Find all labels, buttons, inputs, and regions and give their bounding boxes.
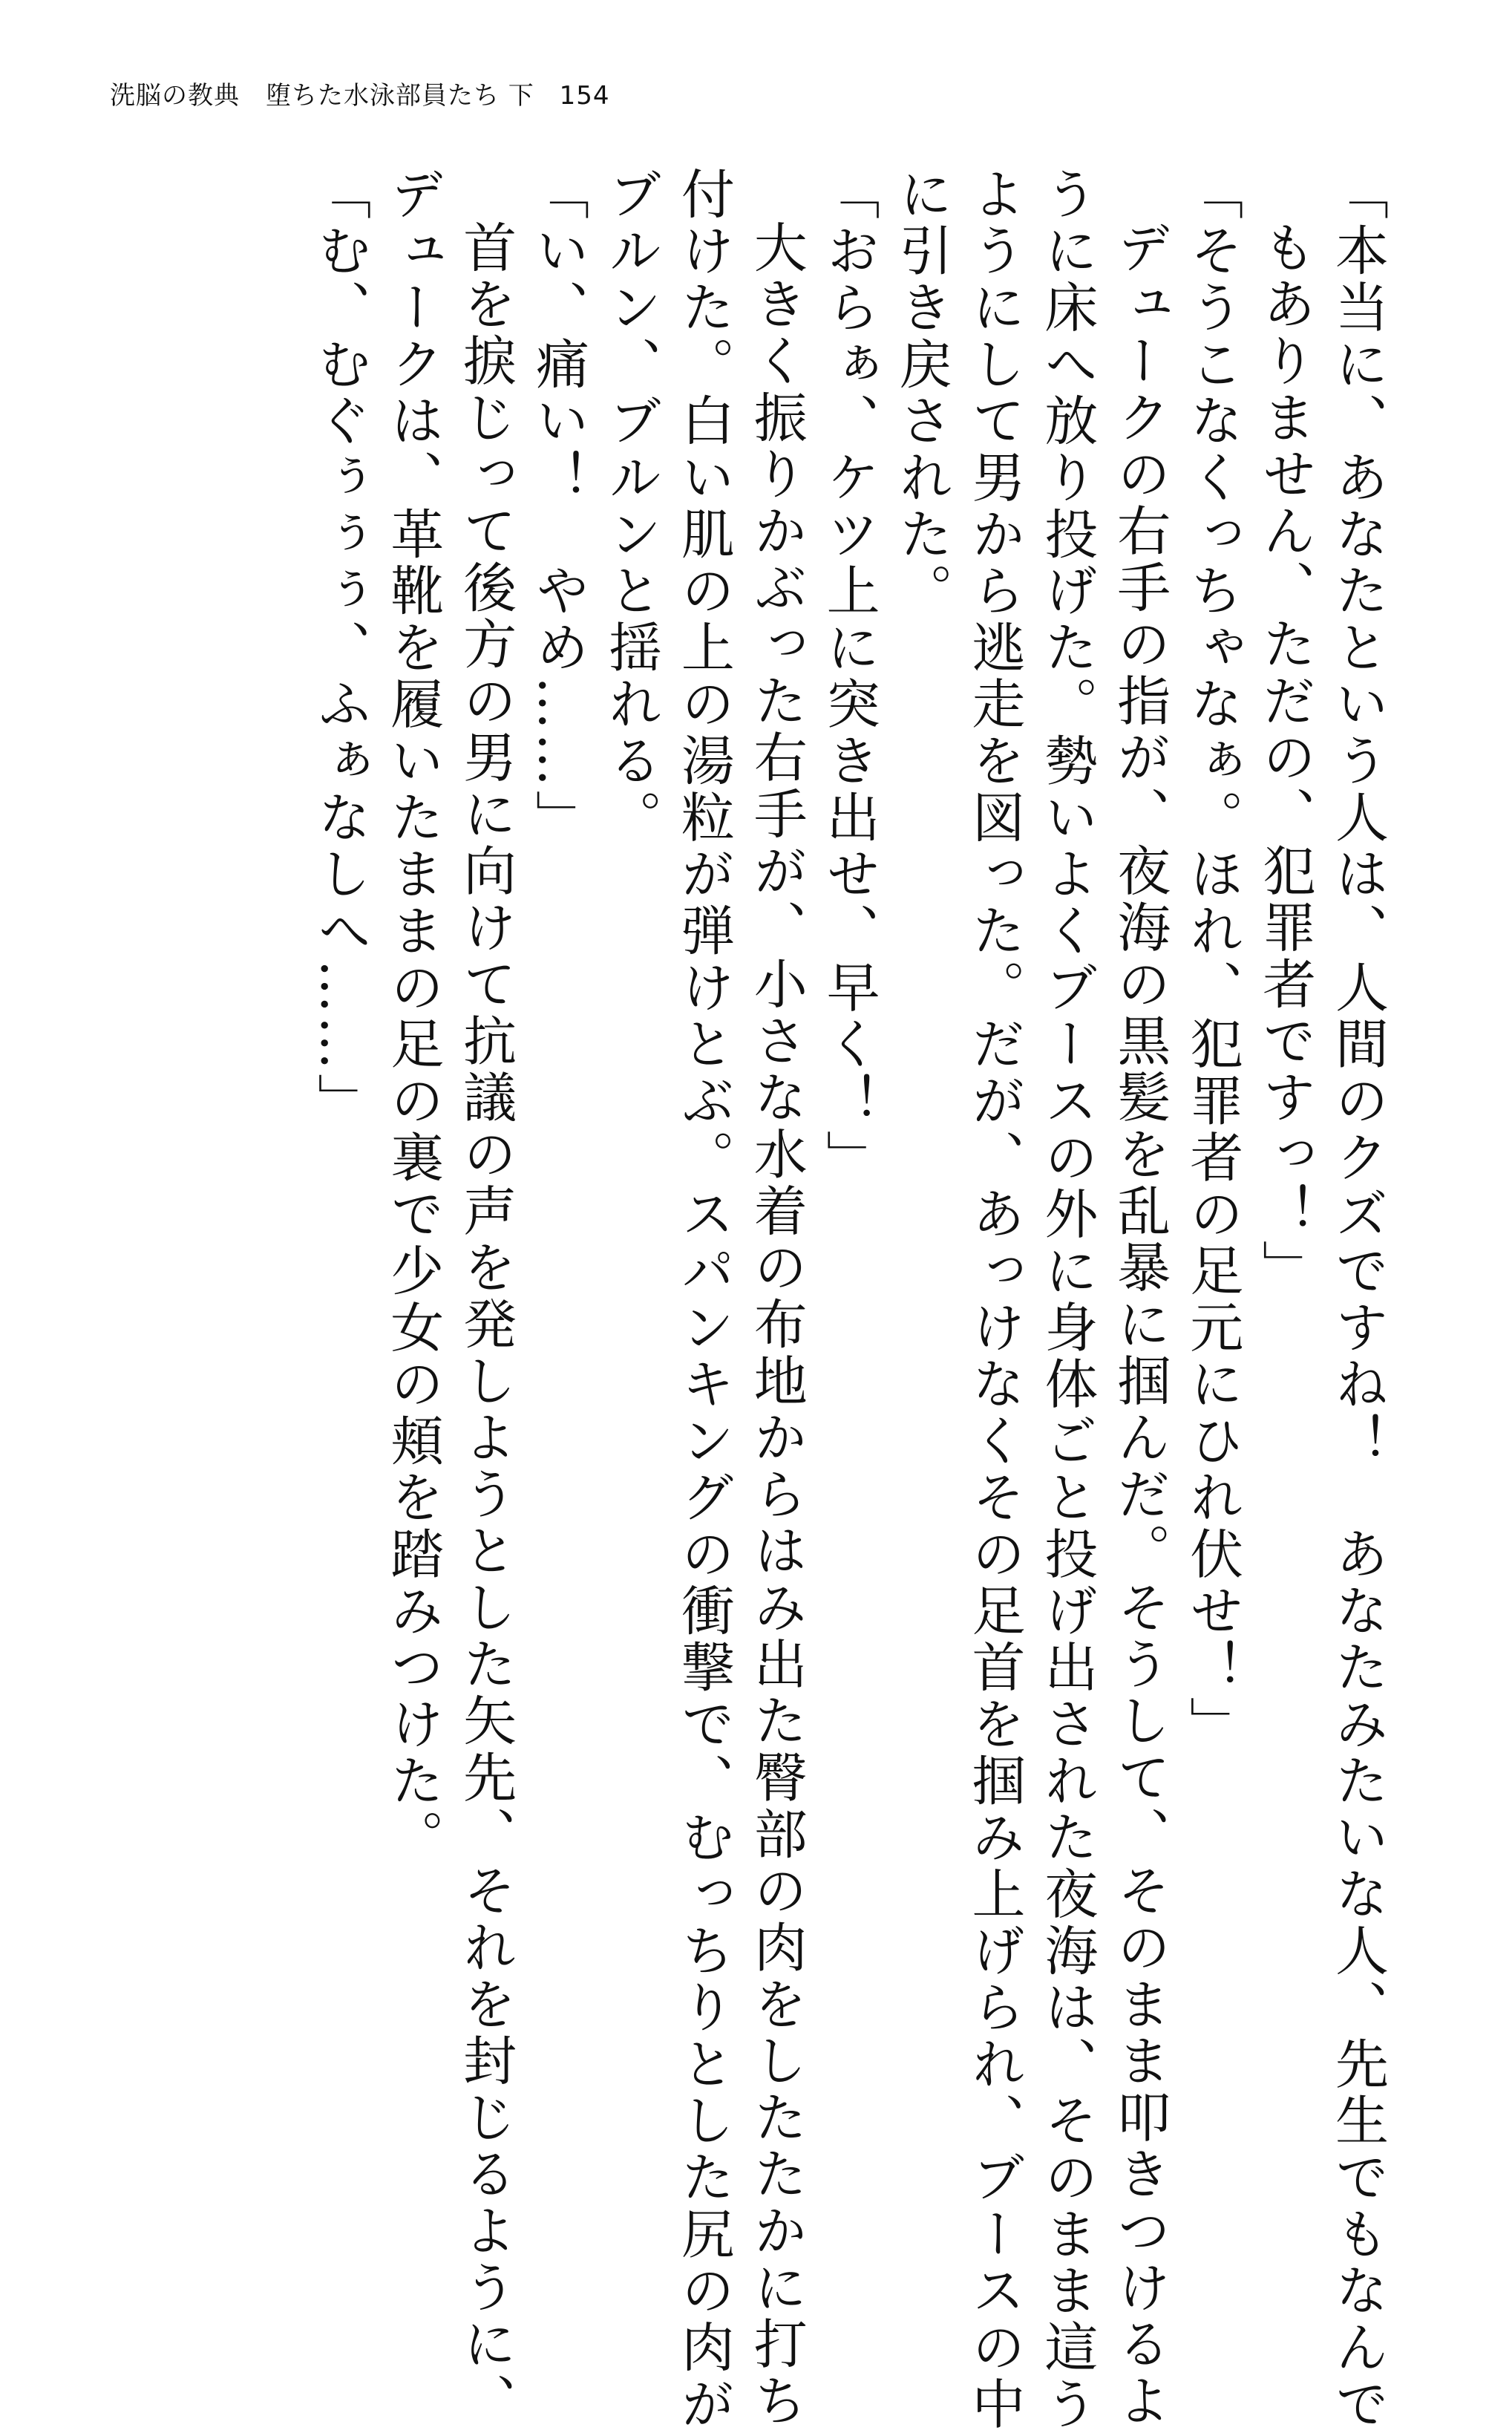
text-line: 「本当に、あなたという人は、人間のクズですね！ あなたみたいな人、先生でもなんで: [1326, 166, 1389, 2433]
text-line: 「おらぁ、ケツ上に突き出せ、早く！」: [817, 166, 880, 1186]
text-line: デュークは、革靴を履いたままの足の裏で少女の頬を踏みつけた。: [382, 166, 445, 1867]
body-text: [303, 166, 1393, 2433]
text-line: デュークの右手の指が、夜海の黒髪を乱暴に掴んだ。そうして、そのまま叩きつけるよ: [1108, 220, 1171, 2430]
text-line: 「そうこなくっちゃなぁ。ほれ、犯罪者の足元にひれ伏せ！」: [1181, 166, 1244, 1753]
text-line: 首を捩じって後方の男に向けて抗議の声を発しようとした矢先、それを封じるように、: [454, 220, 517, 2430]
text-line: 大きく振りかぶった右手が、小さな水着の布地からはみ出た臀部の肉をしたたかに打ち: [744, 220, 808, 2430]
text-line: ブルン、ブルンと揺れる。: [599, 166, 662, 846]
text-line: ようにして男から逃走を図った。だが、あっけなくその足首を掴み上げられ、ブースの中: [963, 166, 1026, 2433]
text-line: もありません、ただの、犯罪者ですっ！」: [1254, 220, 1317, 1297]
page-number: 154: [559, 81, 610, 111]
text-line: 「い、痛い！ やめ……」: [527, 166, 590, 846]
book-title: 洗脳の教典 堕ちた水泳部員たち 下: [110, 81, 534, 111]
text-line: うに床へ放り投げた。勢いよくブースの外に身体ごと投げ出された夜海は、そのまま這う: [1035, 166, 1099, 2433]
text-line: 「む、むぐぅぅぅ、ふぁなしへ……」: [309, 166, 372, 1130]
text-line: に引き戻された。: [890, 166, 953, 620]
page-header: [110, 81, 610, 111]
text-line: 付けた。白い肌の上の湯粒が弾けとぶ。スパンキングの衝撃で、むっちりとした尻の肉が: [672, 166, 735, 2433]
